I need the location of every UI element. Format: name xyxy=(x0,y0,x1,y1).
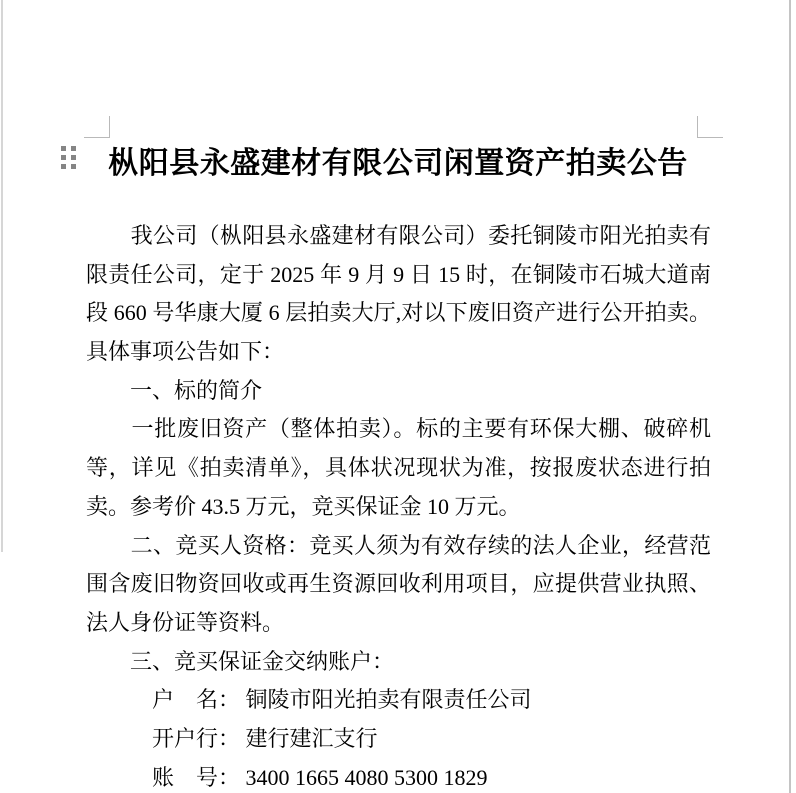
text-line: 段 660 号华康大厦 6 层拍卖大厅,对以下废旧资产进行公开拍卖。 xyxy=(86,300,711,326)
text-boundary-mark-top-right xyxy=(697,116,723,138)
text-line: 开户行： 建行建汇支行 xyxy=(86,725,378,751)
document-title: 枞阳县永盛建材有限公司闲置资产拍卖公告 xyxy=(108,147,688,180)
text-line: 一、标的简介 xyxy=(86,377,263,403)
page-edge-right xyxy=(789,0,791,793)
text-boundary-mark-top-left xyxy=(84,116,110,138)
text-line: 户 名： 铜陵市阳光拍卖有限责任公司 xyxy=(86,687,532,713)
text-line: 限责任公司，定于 2025 年 9 月 9 日 15 时，在铜陵市石城大道南 xyxy=(86,261,711,287)
text-line: 一批废旧资产（整体拍卖）。标的主要有环保大棚、破碎机 xyxy=(86,416,711,442)
text-line: 账 号： 3400 1665 4080 5300 1829 xyxy=(86,764,488,790)
page-edge-left xyxy=(1,0,3,552)
text-line: 三、竞买保证金交纳账户： xyxy=(86,648,395,674)
document-body xyxy=(86,217,711,793)
text-line: 具体事项公告如下： xyxy=(86,339,285,365)
text-line: 我公司（枞阳县永盛建材有限公司）委托铜陵市阳光拍卖有 xyxy=(86,223,711,248)
text-line: 围含废旧物资回收或再生资源回收利用项目，应提供营业执照、 xyxy=(86,571,711,597)
text-line: 等，详见《拍卖清单》，具体状况现状为准，按报废状态进行拍 xyxy=(86,455,711,481)
text-line: 二、竞买人资格：竞买人须为有效存续的法人企业，经营范 xyxy=(86,532,711,558)
text-line: 法人身份证等资料。 xyxy=(86,609,285,635)
text-line: 卖。参考价 43.5 万元，竞买保证金 10 万元。 xyxy=(86,493,521,519)
